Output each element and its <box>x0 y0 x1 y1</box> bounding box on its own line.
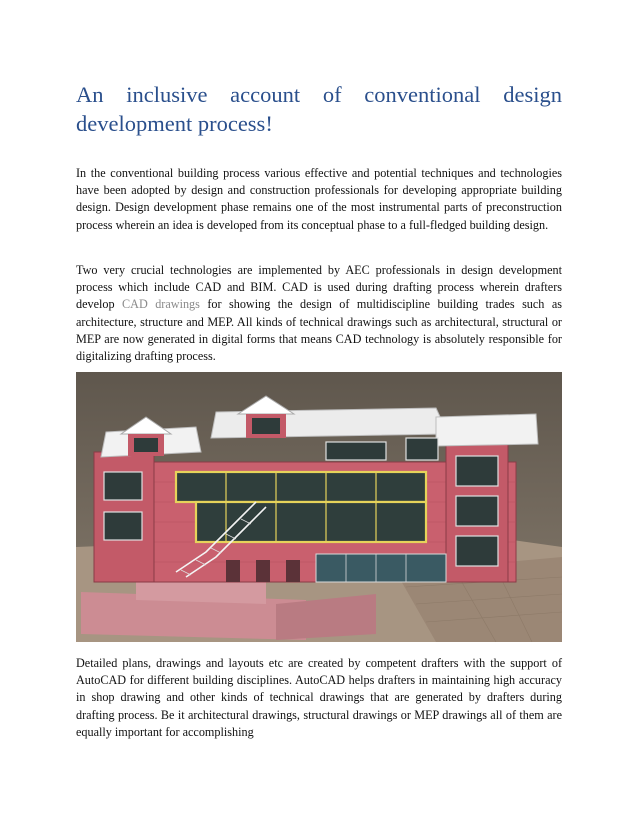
paragraph-technologies-text-b: for showing the design of multidiscipline building trades such as architecture, structure and MEP. All kinds of technical drawings such as architectural, structural or MEP are now generated in digital forms that means CAD technology is absolutely responsible for digitalizing drafting process. <box>76 297 562 364</box>
building-render-image <box>76 372 562 642</box>
paragraph-intro: In the conventional building process various effective and potential techniques and technologies have been adopted by design and construction professionals for developing appropriate building design. Design development phase remains one of the most instrumental parts of preconstruction process wherein an idea is developed from its conceptual phase to a full-fledged building design. <box>76 166 562 232</box>
paragraph-technologies <box>76 262 562 365</box>
cad-drawings-link[interactable]: CAD drawings <box>122 297 200 312</box>
article-heading: An inclusive account of conventional design development process! <box>76 82 562 136</box>
paragraph-autocad: Detailed plans, drawings and layouts etc are created by competent drafters with the support of AutoCAD for different building disciplines. AutoCAD helps drafters in maintaining high accuracy in shop drawing and other kinds of technical drawings that are generated by drafters during drafting process. Be it architectural drawings, structural drawings or MEP drawings all of them are equally important for accomplishing <box>76 656 562 739</box>
paragraph-technologies-text-a: Two very crucial technologies are implemented by AEC professionals in design development process which include CAD and BIM. CAD is used during drafting process wherein drafters develop <box>76 263 562 312</box>
